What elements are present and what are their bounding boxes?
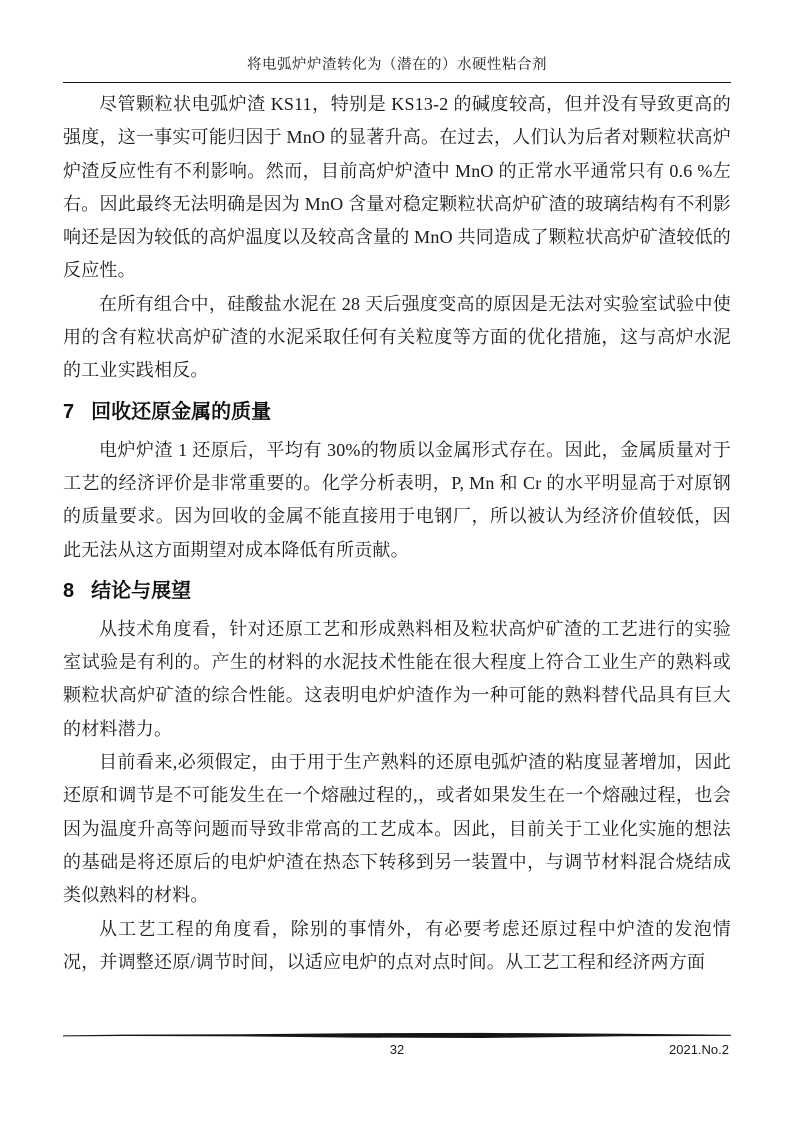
section-7-title: 回收还原金属的质量 bbox=[91, 400, 272, 423]
section-8-title: 结论与展望 bbox=[91, 579, 192, 602]
section-8-number: 8 bbox=[63, 579, 75, 602]
paragraph-technical-outlook: 从技术角度看，针对还原工艺和形成熟料相及粒状高炉矿渣的工艺进行的实验室试验是有利的。产生的材料的水泥技术性能在很大程度上符合工业生产的熟料或颗粒状高炉矿渣的综合性能。这表明电炉炉渣作为一种可能的熟料替代品具有巨大的材料潜力。 bbox=[63, 618, 731, 739]
page-header bbox=[63, 54, 731, 83]
footer-issue-label: 2021.No.2 bbox=[669, 1042, 729, 1057]
footer-page-number: 32 bbox=[389, 1042, 405, 1057]
paragraph-process-engineering: 从工艺工程的角度看，除别的事情外，有必要考虑还原过程中炉渣的发泡情况，并调整还原/调节时间，以适应电炉的点对点时间。从工艺工程和经济两方面 bbox=[63, 918, 731, 972]
footer-row bbox=[63, 1042, 731, 1060]
page-footer bbox=[63, 1032, 731, 1060]
header-rule bbox=[63, 82, 731, 83]
page-body bbox=[63, 88, 731, 1036]
paragraph-recovered-metal-quality: 电炉炉渣 1 还原后，平均有 30%的物质以金属形式存在。因此，金属质量对于工艺的经济评价是非常重要的。化学分析表明，P, Mn 和 Cr 的水平明显高于对原钢的质量要求。因为回收的金属不能直接用于电钢厂，所以被认为经济价值较低，因此无法从这方面期望对成本降低有所贡献。 bbox=[63, 439, 731, 560]
section-heading-8 bbox=[63, 574, 731, 608]
section-heading-7 bbox=[63, 395, 731, 429]
running-header-title: 将电弧炉炉渣转化为（潜在的）水硬性粘合剂 bbox=[247, 57, 547, 73]
footer-rule bbox=[63, 1032, 731, 1039]
paragraph-mno-discussion: 尽管颗粒状电弧炉渣 KS11，特别是 KS13-2 的碱度较高，但并没有导致更高的强度，这一事实可能归因于 MnO 的显著升高。在过去，人们认为后者对颗粒状高炉炉渣反应性有不利影响。然而，目前高炉炉渣中 MnO 的正常水平通常只有 0.6 %左右。因此最终无法明确是因为 MnO 含量对稳定颗粒状高炉矿渣的玻璃结构有不利影响还是因为较低的高炉温度以及较高含量的 MnO 共同造成了颗粒状高炉矿渣较低的反应性。 bbox=[63, 94, 731, 281]
paragraph-viscosity-assumption: 目前看来,必须假定，由于用于生产熟料的还原电弧炉渣的粘度显著增加，因此还原和调节是不可能发生在一个熔融过程的,，或者如果发生在一个熔融过程，也会因为温度升高等问题而导致非常高的工艺成本。因此，目前关于工业化实施的想法的基础是将还原后的电炉炉渣在热态下转移到另一装置中，与调节材料混合烧结成类似熟料的材料。 bbox=[63, 752, 731, 906]
paragraph-portland-cement-28days: 在所有组合中，硅酸盐水泥在 28 天后强度变高的原因是无法对实验室试验中使用的含有粒状高炉矿渣的水泥采取任何有关粒度等方面的优化措施，这与高炉水泥的工业实践相反。 bbox=[63, 293, 731, 381]
section-7-number: 7 bbox=[63, 400, 75, 423]
